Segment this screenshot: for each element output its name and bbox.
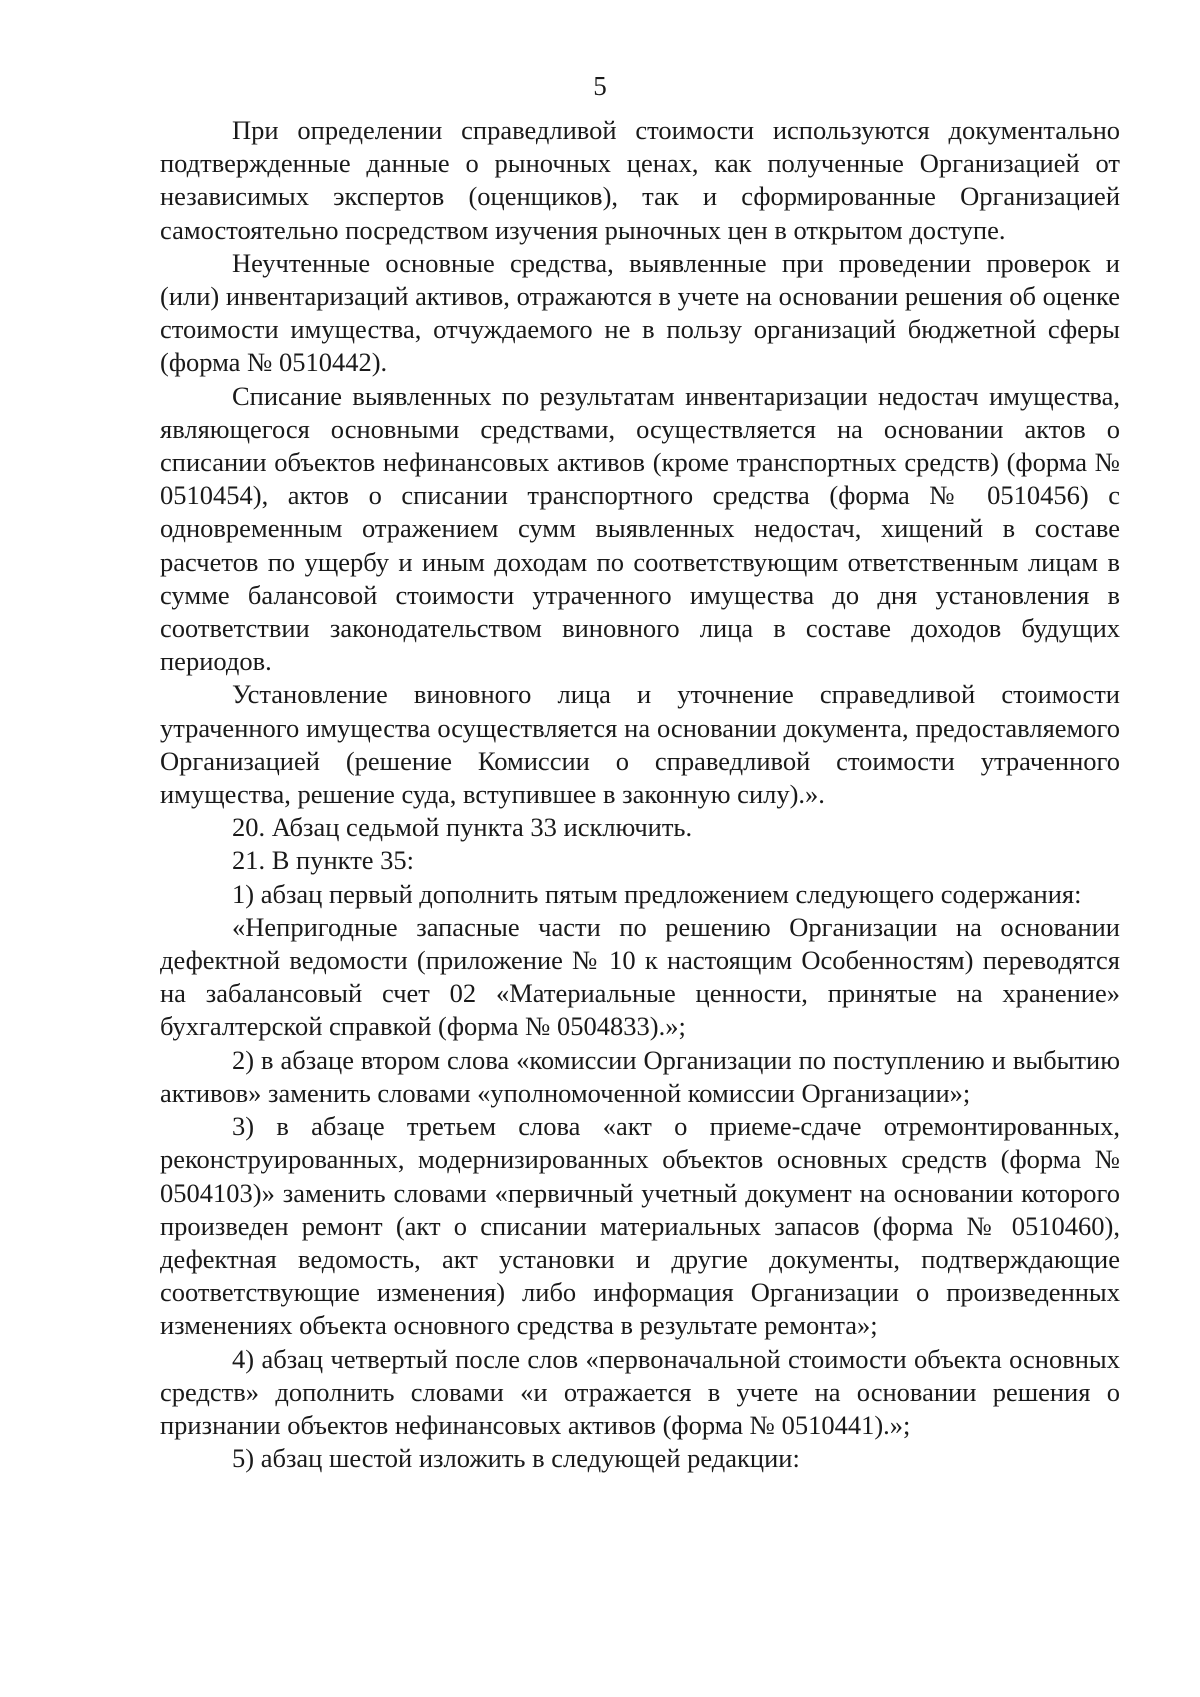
document-body: [160, 114, 1120, 1475]
paragraph-item-20: 20. Абзац седьмой пункта 33 исключить.: [232, 812, 693, 843]
paragraph-write-off-shortages: Списание выявленных по результатам инвентаризации недостач имущества, являющегося основными средствами, осуществляется на основании актов о списании объектов нефинансовых активов (кроме транспортных средств) (форма № 0510454), актов о списании транспортного средства (форма № 0510456) с одновременным отражением сумм выявленных недостач, хищений в составе расчетов по ущербу и иным доходам по соответствующим ответственным лицам в сумме балансовой стоимости утраченного имущества до дня установления в соответствии законодательством виновного лица в составе доходов будущих периодов.: [160, 380, 1120, 677]
paragraph-unrecorded-assets: Неучтенные основные средства, выявленные при проведении проверок и (или) инвентаризаций активов, отражаются в учете на основании решения об оценке стоимости имущества, отчуждаемого не в пользу организаций бюджетной сферы (форма № 0510442).: [160, 247, 1120, 378]
paragraph-guilty-party: Установление виновного лица и уточнение справедливой стоимости утраченного имущества осуществляется на основании документа, предоставляемого Организацией (решение Комиссии о справедливой стоимости утраченного имущества, решение суда, вступившее в законную силу).».: [160, 679, 1120, 810]
paragraph-subitem-1: 1) абзац первый дополнить пятым предложением следующего содержания:: [232, 878, 1082, 909]
paragraph-item-21: 21. В пункте 35:: [232, 845, 415, 876]
page-number: 5: [593, 71, 607, 101]
paragraph-subitem-4: 4) абзац четвертый после слов «первоначальной стоимости объекта основных средств» дополнить словами «и отражается в учете на основании решения о признании объектов нефинансовых активов (форма № 0510441).»;: [160, 1343, 1120, 1440]
paragraph-subitem-3: 3) в абзаце третьем слова «акт о приеме-сдаче отремонтированных, реконструированных, модернизированных объектов основных средств (форма № 0504103)» заменить словами «первичный учетный документ на основании которого произведен ремонт (акт о списании материальных запасов (форма № 0510460), дефектная ведомость, акт установки и другие документы, подтверждающие соответствующие изменения) либо информация Организации о произведенных изменениях объекта основного средства в результате ремонта»;: [160, 1111, 1120, 1341]
paragraph-subitem-2: 2) в абзаце втором слова «комиссии Организации по поступлению и выбытию активов» заменить словами «уполномоченной комиссии Организации»;: [160, 1044, 1120, 1108]
paragraph-subitem-5: 5) абзац шестой изложить в следующей редакции:: [232, 1443, 800, 1474]
paragraph-fair-value: При определении справедливой стоимости используются документально подтвержденные данные о рыночных ценах, как полученные Организацией от независимых экспертов (оценщиков), так и сформированные Организацией самостоятельно посредством изучения рыночных цен в открытом доступе.: [160, 115, 1120, 245]
paragraph-quote-spare-parts: «Непригодные запасные части по решению Организации на основании дефектной ведомости (приложение № 10 к настоящим Особенностям) переводятся на забалансовый счет 02 «Материальные ценности, принятые на хранение» бухгалтерской справкой (форма № 0504833).»;: [160, 911, 1120, 1042]
